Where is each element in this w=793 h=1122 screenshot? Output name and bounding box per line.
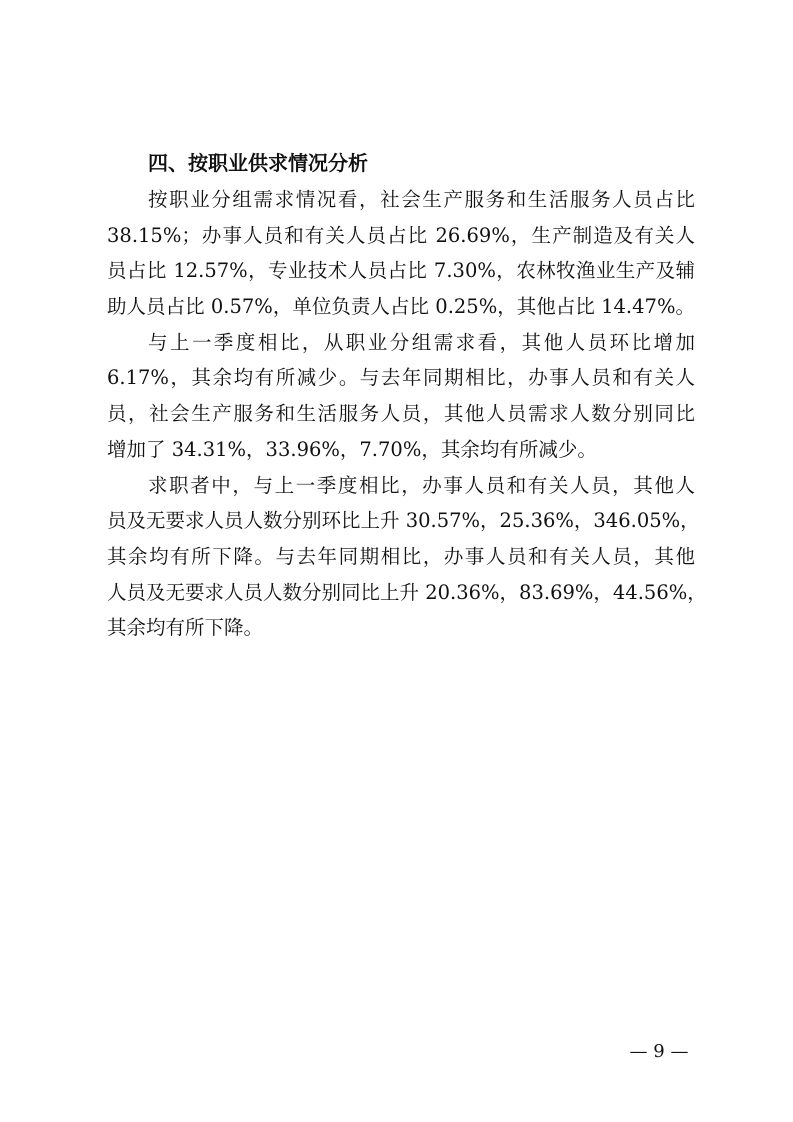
section-heading: 四、按职业供求情况分析 [148, 151, 368, 175]
paragraph-job-seekers [107, 468, 707, 646]
text-line: 38.15%；办事人员和有关人员占比 26.69%，生产制造及有关人 [107, 223, 695, 247]
text-line: 人员及无要求人员人数分别同比上升 20.36%，83.69%，44.56%， [107, 580, 707, 604]
document-body [107, 182, 707, 646]
text-line: 按职业分组需求情况看，社会生产服务和生活服务人员占比 [148, 188, 695, 211]
text-line: 其余均有所下降。与去年同期相比，办事人员和有关人员，其他 [107, 544, 695, 568]
text-line: 助人员占比 0.57%，单位负责人占比 0.25%，其他占比 14.47%。 [107, 295, 695, 319]
text-line: 员占比 12.57%，专业技术人员占比 7.30%，农林牧渔业生产及辅 [107, 259, 695, 283]
paragraph-demand-by-occupation [107, 182, 695, 325]
paragraph-demand-comparison [107, 325, 695, 468]
text-line: 员，社会生产服务和生活服务人员，其他人员需求人数分别同比 [107, 402, 695, 426]
text-line: 6.17%，其余均有所减少。与去年同期相比，办事人员和有关人 [107, 366, 695, 390]
text-line: 求职者中，与上一季度相比，办事人员和有关人员，其他人 [148, 473, 695, 497]
text-line: 增加了 34.31%，33.96%，7.70%，其余均有所减少。 [107, 437, 597, 461]
text-line: 其余均有所下降。 [107, 616, 264, 640]
text-line: 与上一季度相比，从职业分组需求看，其他人员环比增加 [148, 330, 695, 354]
text-line: 员及无要求人员人数分别环比上升 30.57%，25.36%，346.05%， [107, 509, 700, 533]
page-number: — 9 — [629, 1041, 689, 1062]
